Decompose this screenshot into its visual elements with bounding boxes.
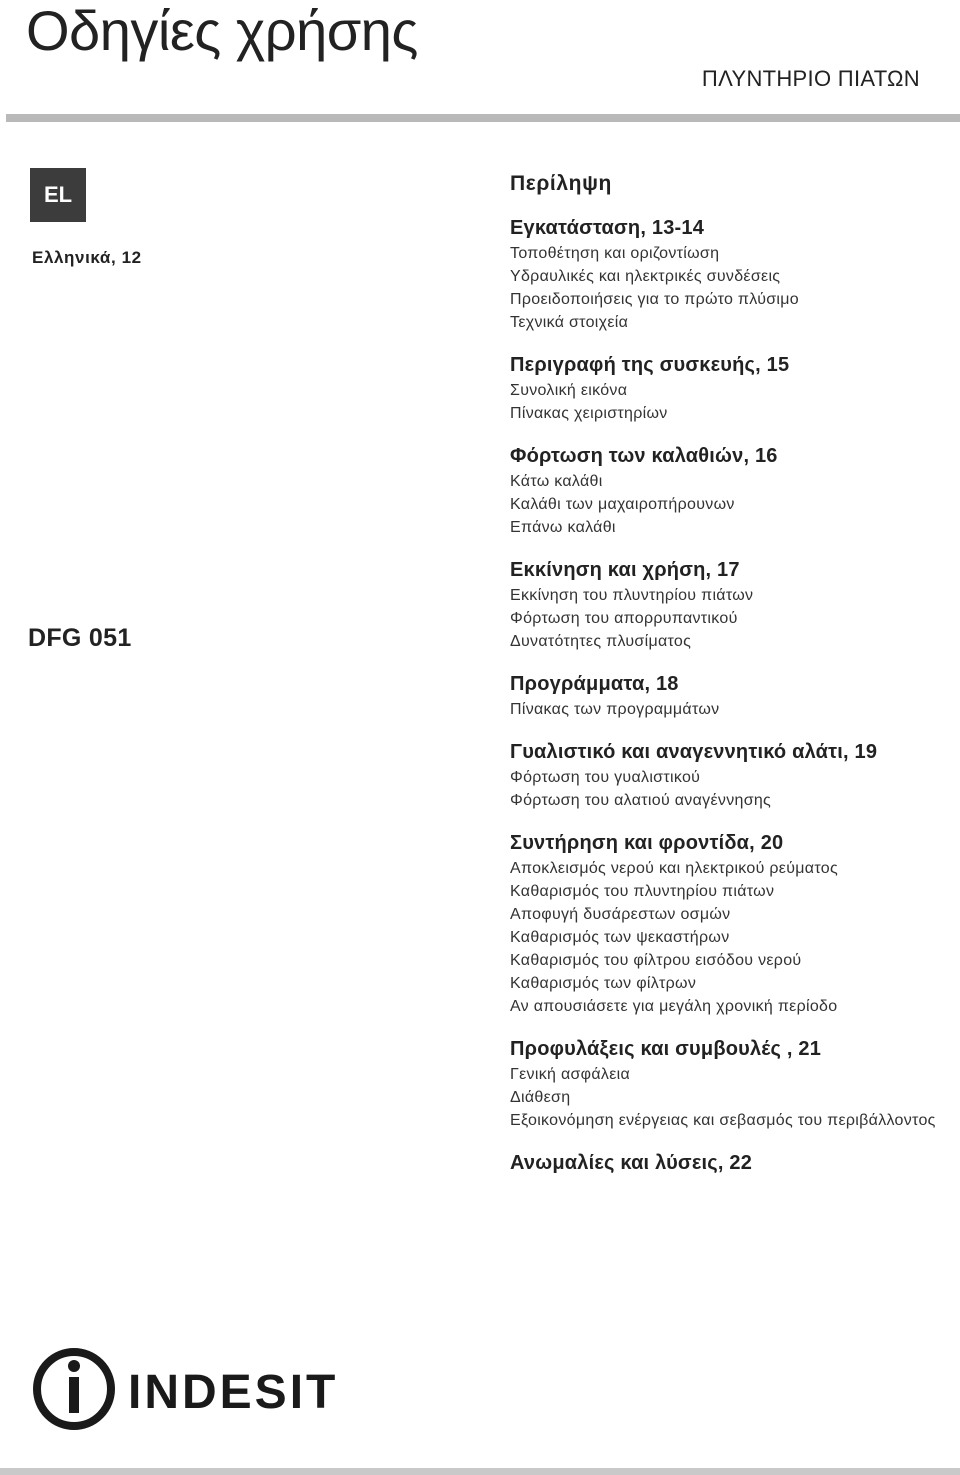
toc-section-rinse-salt (510, 740, 940, 812)
toc-heading: Περίληψη (510, 172, 612, 195)
toc-section-programs (510, 672, 940, 721)
toc-item[interactable]: Τεχνικά στοιχεία (510, 314, 629, 331)
toc-item[interactable]: Εξοικονόμηση ενέργειας και σεβασμός του περιβάλλοντος (510, 1112, 936, 1129)
toc-item[interactable]: Κάτω καλάθι (510, 473, 603, 490)
toc-section-title[interactable]: Γυαλιστικό και αναγεννητικό αλάτι, 19 (510, 741, 878, 763)
toc-item[interactable]: Καθαρισμός των φίλτρων (510, 975, 697, 992)
toc-item[interactable]: Αν απουσιάσετε για μεγάλη χρονική περίοδο (510, 998, 838, 1015)
toc-item[interactable]: Φόρτωση του απορρυπαντικού (510, 610, 738, 627)
footer-divider (0, 1468, 960, 1475)
toc-section-description (510, 353, 940, 425)
toc-section-loading (510, 444, 940, 539)
toc-item[interactable]: Επάνω καλάθι (510, 519, 616, 536)
toc-item[interactable]: Καθαρισμός του πλυντηρίου πιάτων (510, 883, 775, 900)
table-of-contents (510, 170, 940, 1194)
indesit-logo (30, 1344, 360, 1434)
toc-item[interactable]: Τοποθέτηση και οριζοντίωση (510, 245, 720, 262)
toc-item[interactable]: Καθαρισμός του φίλτρου εισόδου νερού (510, 952, 802, 969)
toc-section-start (510, 558, 940, 653)
toc-item[interactable]: Πίνακας των προγραμμάτων (510, 701, 720, 718)
toc-item[interactable]: Αποκλεισμός νερού και ηλεκτρικού ρεύματος (510, 860, 838, 877)
toc-section-maintenance (510, 831, 940, 1018)
toc-section-title[interactable]: Ανωμαλίες και λύσεις, 22 (510, 1152, 753, 1174)
toc-item[interactable]: Γενική ασφάλεια (510, 1066, 631, 1083)
toc-item[interactable]: Αποφυγή δυσάρεστων οσμών (510, 906, 731, 923)
toc-section-title[interactable]: Συντήρηση και φροντίδα, 20 (510, 832, 784, 854)
toc-item[interactable]: Καλάθι των μαχαιροπήρουνων (510, 496, 735, 513)
page-title: Οδηγίες χρήσης (26, 0, 418, 62)
toc-section-title[interactable]: Περιγραφή της συσκευής, 15 (510, 354, 790, 376)
toc-section-precautions (510, 1037, 940, 1132)
toc-item[interactable]: Συνολική εικόνα (510, 382, 628, 399)
toc-section-title[interactable]: Εγκατάσταση, 13-14 (510, 217, 705, 239)
toc-item[interactable]: Υδραυλικές και ηλεκτρικές συνδέσεις (510, 268, 781, 285)
header-divider (6, 114, 960, 122)
toc-section-title[interactable]: Προγράμματα, 18 (510, 673, 679, 695)
logo-wordmark: INDESIT (128, 1366, 339, 1419)
toc-item[interactable]: Εκκίνηση του πλυντηρίου πιάτων (510, 587, 754, 604)
toc-item[interactable]: Διάθεση (510, 1089, 571, 1106)
toc-section-troubleshooting (510, 1151, 940, 1175)
toc-item[interactable]: Πίνακας χειριστηρίων (510, 405, 668, 422)
toc-section-title[interactable]: Προφυλάξεις και συμβουλές , 21 (510, 1038, 822, 1060)
logo-i-dot-icon (68, 1360, 80, 1372)
language-link[interactable]: Ελληνικά, 12 (32, 248, 142, 267)
language-badge: EL (30, 168, 86, 222)
model-number: DFG 051 (28, 624, 132, 652)
toc-item[interactable]: Δυνατότητες πλυσίματος (510, 633, 692, 650)
toc-item[interactable]: Φόρτωση του γυαλιστικού (510, 769, 701, 786)
toc-section-title[interactable]: Φόρτωση των καλαθιών, 16 (510, 445, 778, 467)
toc-item[interactable]: Φόρτωση του αλατιού αναγέννησης (510, 792, 772, 809)
toc-item[interactable]: Προειδοποιήσεις για το πρώτο πλύσιμο (510, 291, 799, 308)
toc-item[interactable]: Καθαρισμός των ψεκαστήρων (510, 929, 730, 946)
product-type: ΠΛΥΝΤΗΡΙΟ ΠΙΑΤΩΝ (701, 66, 920, 91)
toc-section-title[interactable]: Εκκίνηση και χρήση, 17 (510, 559, 740, 581)
toc-section-installation (510, 216, 940, 334)
logo-i-stem-icon (69, 1377, 79, 1413)
